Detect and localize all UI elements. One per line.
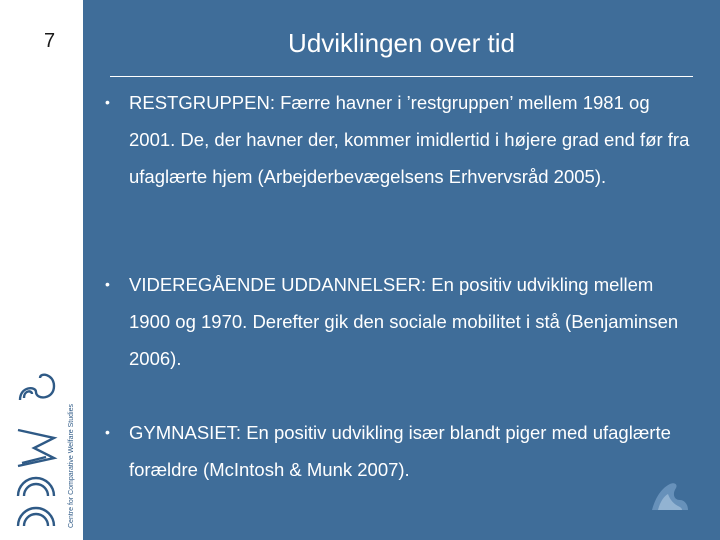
bullet-marker: • [105,424,110,440]
left-sidebar [0,0,83,540]
bullet-item [105,266,695,377]
bullet-item [105,84,695,195]
bullet-marker: • [105,276,110,292]
bullet-text: VIDEREGÅENDE UDDANNELSER: En positiv udvikling mellem 1900 og 1970. Derefter gik den sociale mobilitet i stå (Benjaminsen 2006). [129,274,679,369]
title-divider [110,76,693,77]
ccws-logo [10,360,58,530]
bullet-text: GYMNASIET: En positiv udvikling især blandt piger med ufaglærte forældre (McIntosh & Munk 2007). [129,422,671,480]
slide-number: 7 [44,30,56,52]
university-emblem-icon [648,474,692,518]
bullet-text: RESTGRUPPEN: Færre havner i ’restgruppen’ mellem 1981 og 2001. De, der havner der, kommer imidlertid i højere grad end før fra ufaglærte hjem (Arbejderbevægelsens Erhvervsråd 2005). [129,92,690,187]
bullet-item [105,414,695,488]
logo-subtitle: Centre for Comparative Welfare Studies [68,404,75,528]
slide-title: Udviklingen over tid [288,28,515,58]
content-panel [83,0,720,540]
bullet-marker: • [105,94,110,110]
